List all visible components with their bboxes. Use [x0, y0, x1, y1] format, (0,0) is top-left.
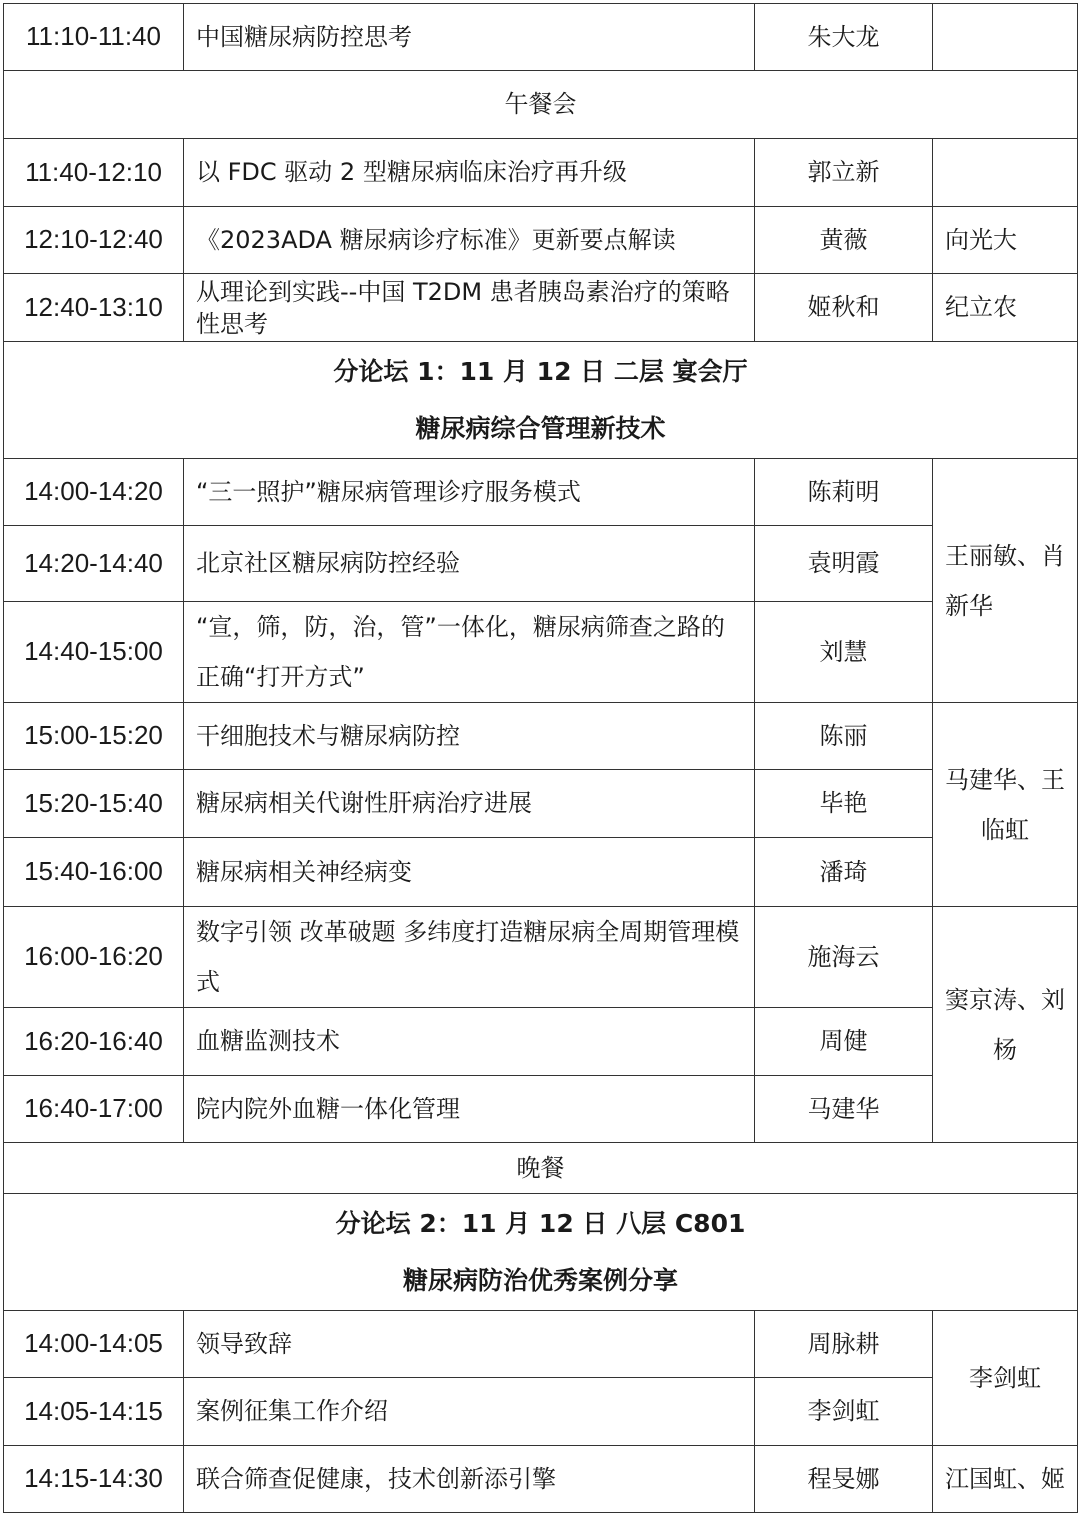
session-speaker: 刘慧	[755, 602, 933, 703]
session-chair: 江国虹、姬	[933, 1446, 1078, 1513]
forum-1-subtitle: 糖尿病综合管理新技术	[415, 414, 666, 443]
session-speaker: 郭立新	[755, 139, 933, 207]
session-time: 16:20-16:40	[4, 1008, 184, 1076]
session-topic: 从理论到实践--中国 T2DM 患者胰岛素治疗的策略性思考	[184, 274, 755, 342]
session-time: 15:00-15:20	[4, 703, 184, 770]
table-row	[4, 1311, 1078, 1378]
table-row	[4, 838, 1078, 907]
session-time: 14:00-14:20	[4, 459, 184, 526]
session-chair	[933, 139, 1078, 207]
session-topic: 领导致辞	[184, 1311, 755, 1378]
table-row	[4, 1008, 1078, 1076]
session-speaker: 陈丽	[755, 703, 933, 770]
session-speaker: 袁明霞	[755, 526, 933, 602]
session-chair: 向光大	[933, 207, 1078, 274]
forum-2-subtitle: 糖尿病防治优秀案例分享	[402, 1266, 678, 1295]
table-row	[4, 139, 1078, 207]
session-chair: 窦京涛、刘杨	[933, 907, 1078, 1143]
table-row	[4, 1446, 1078, 1513]
table-row	[4, 71, 1078, 139]
session-speaker: 潘琦	[755, 838, 933, 907]
table-row	[4, 4, 1078, 71]
session-topic: 数字引领 改革破题 多纬度打造糖尿病全周期管理模式	[184, 907, 755, 1008]
session-time: 11:10-11:40	[4, 4, 184, 71]
session-topic: “宣，筛，防，治，管”一体化，糖尿病筛查之路的正确“打开方式”	[184, 602, 755, 703]
session-time: 16:40-17:00	[4, 1076, 184, 1143]
session-chair: 李剑虹	[933, 1311, 1078, 1446]
session-time: 12:40-13:10	[4, 274, 184, 342]
session-time: 14:20-14:40	[4, 526, 184, 602]
session-time: 14:40-15:00	[4, 602, 184, 703]
dinner-break: 晚餐	[4, 1143, 1078, 1194]
forum-2-title: 分论坛 2：11 月 12 日 八层 C801	[335, 1209, 746, 1238]
session-speaker: 毕艳	[755, 770, 933, 838]
table-row	[4, 1076, 1078, 1143]
table-row	[4, 1378, 1078, 1446]
forum-header	[4, 1194, 1078, 1311]
table-row	[4, 907, 1078, 1008]
session-topic: 糖尿病相关神经病变	[184, 838, 755, 907]
session-topic: 《2023ADA 糖尿病诊疗标准》更新要点解读	[184, 207, 755, 274]
table-row	[4, 274, 1078, 342]
session-chair: 王丽敏、肖新华	[933, 459, 1078, 703]
session-time: 16:00-16:20	[4, 907, 184, 1008]
session-topic: 案例征集工作介绍	[184, 1378, 755, 1446]
forum-1-title: 分论坛 1：11 月 12 日 二层 宴会厅	[333, 357, 748, 386]
session-topic: 北京社区糖尿病防控经验	[184, 526, 755, 602]
session-chair: 马建华、王临虹	[933, 703, 1078, 907]
table-row	[4, 703, 1078, 770]
lunch-break: 午餐会	[4, 71, 1078, 139]
session-topic: 中国糖尿病防控思考	[184, 4, 755, 71]
session-speaker: 马建华	[755, 1076, 933, 1143]
agenda-table	[3, 3, 1078, 1513]
session-time: 11:40-12:10	[4, 139, 184, 207]
session-time: 14:00-14:05	[4, 1311, 184, 1378]
session-topic: 以 FDC 驱动 2 型糖尿病临床治疗再升级	[184, 139, 755, 207]
session-time: 14:05-14:15	[4, 1378, 184, 1446]
session-time: 15:20-15:40	[4, 770, 184, 838]
table-row	[4, 770, 1078, 838]
session-speaker: 朱大龙	[755, 4, 933, 71]
session-speaker: 程旻娜	[755, 1446, 933, 1513]
session-topic: 院内院外血糖一体化管理	[184, 1076, 755, 1143]
session-speaker: 周脉耕	[755, 1311, 933, 1378]
session-topic: 联合筛查促健康，技术创新添引擎	[184, 1446, 755, 1513]
session-topic: 血糖监测技术	[184, 1008, 755, 1076]
table-row	[4, 207, 1078, 274]
session-speaker: 李剑虹	[755, 1378, 933, 1446]
session-speaker: 姬秋和	[755, 274, 933, 342]
session-time: 15:40-16:00	[4, 838, 184, 907]
table-row	[4, 526, 1078, 602]
session-topic: “三一照护”糖尿病管理诊疗服务模式	[184, 459, 755, 526]
session-chair	[933, 4, 1078, 71]
session-time: 14:15-14:30	[4, 1446, 184, 1513]
session-speaker: 黄薇	[755, 207, 933, 274]
forum-header	[4, 342, 1078, 459]
session-topic: 糖尿病相关代谢性肝病治疗进展	[184, 770, 755, 838]
session-topic: 干细胞技术与糖尿病防控	[184, 703, 755, 770]
table-row	[4, 1143, 1078, 1194]
session-speaker: 施海云	[755, 907, 933, 1008]
table-row	[4, 459, 1078, 526]
session-time: 12:10-12:40	[4, 207, 184, 274]
session-chair: 纪立农	[933, 274, 1078, 342]
table-row	[4, 602, 1078, 703]
session-speaker: 周健	[755, 1008, 933, 1076]
session-speaker: 陈莉明	[755, 459, 933, 526]
